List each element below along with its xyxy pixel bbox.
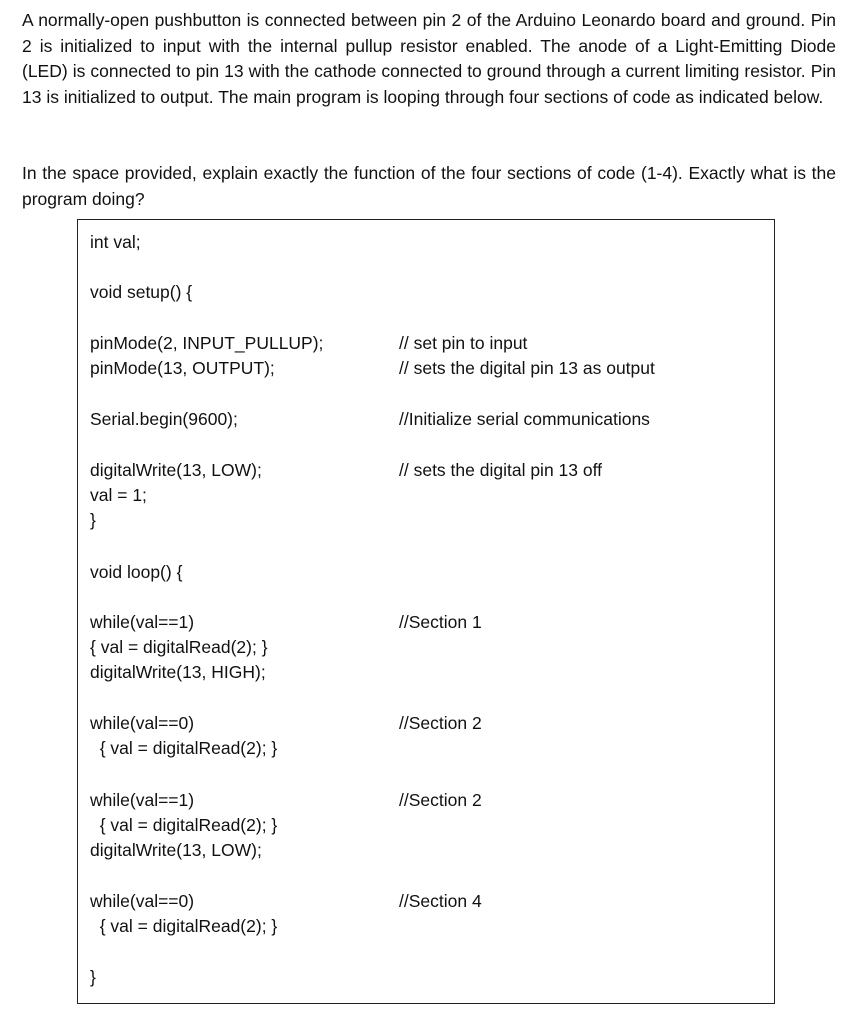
code-line: pinMode(13, OUTPUT); xyxy=(90,358,275,378)
code-line: { val = digitalRead(2); } xyxy=(90,637,268,657)
section-2-comment: //Section 2 xyxy=(399,713,482,733)
code-line: Serial.begin(9600); xyxy=(90,409,238,429)
code-line: digitalWrite(13, LOW); xyxy=(90,840,262,860)
code-comment: // sets the digital pin 13 as output xyxy=(399,358,655,378)
question-paragraph: In the space provided, explain exactly the function of the four sections of code (1-4). Exactly what is the program doing? xyxy=(22,163,836,209)
code-line: { val = digitalRead(2); } xyxy=(90,916,278,936)
code-line: pinMode(2, INPUT_PULLUP); xyxy=(90,333,324,353)
code-line: int val; xyxy=(90,232,141,252)
code-line: while(val==1) xyxy=(90,790,195,810)
code-line: while(val==1) xyxy=(90,612,195,632)
code-comment: // sets the digital pin 13 off xyxy=(399,460,603,480)
intro-paragraph: A normally-open pushbutton is connected between pin 2 of the Arduino Leonardo board and ground. Pin 2 is initialized to input with the internal pullup resistor enabled. The anode of a Light-Emitting Diode (LED) is connected to pin 13 with the cathode connected to ground through a current limiting resistor. Pin 13 is initialized to output. The main program is looping through four sections of code as indicated below. xyxy=(22,10,836,107)
code-box xyxy=(77,219,775,1004)
code-comment: //Initialize serial communications xyxy=(399,409,650,429)
section-1-comment: //Section 1 xyxy=(399,612,482,632)
code-comment: // set pin to input xyxy=(399,333,528,353)
code-line: while(val==0) xyxy=(90,891,195,911)
code-line: } xyxy=(90,510,96,530)
code-line: val = 1; xyxy=(90,485,147,505)
section-4-comment: //Section 4 xyxy=(399,891,482,911)
code-line: digitalWrite(13, LOW); xyxy=(90,460,262,480)
code-line: void setup() { xyxy=(90,282,193,302)
code-line: { val = digitalRead(2); } xyxy=(90,815,278,835)
code-line: { val = digitalRead(2); } xyxy=(90,738,278,758)
code-line: void loop() { xyxy=(90,562,183,582)
code-line: } xyxy=(90,967,96,987)
code-line: while(val==0) xyxy=(90,713,195,733)
section-3-comment: //Section 2 xyxy=(399,790,482,810)
code-line: digitalWrite(13, HIGH); xyxy=(90,662,266,682)
